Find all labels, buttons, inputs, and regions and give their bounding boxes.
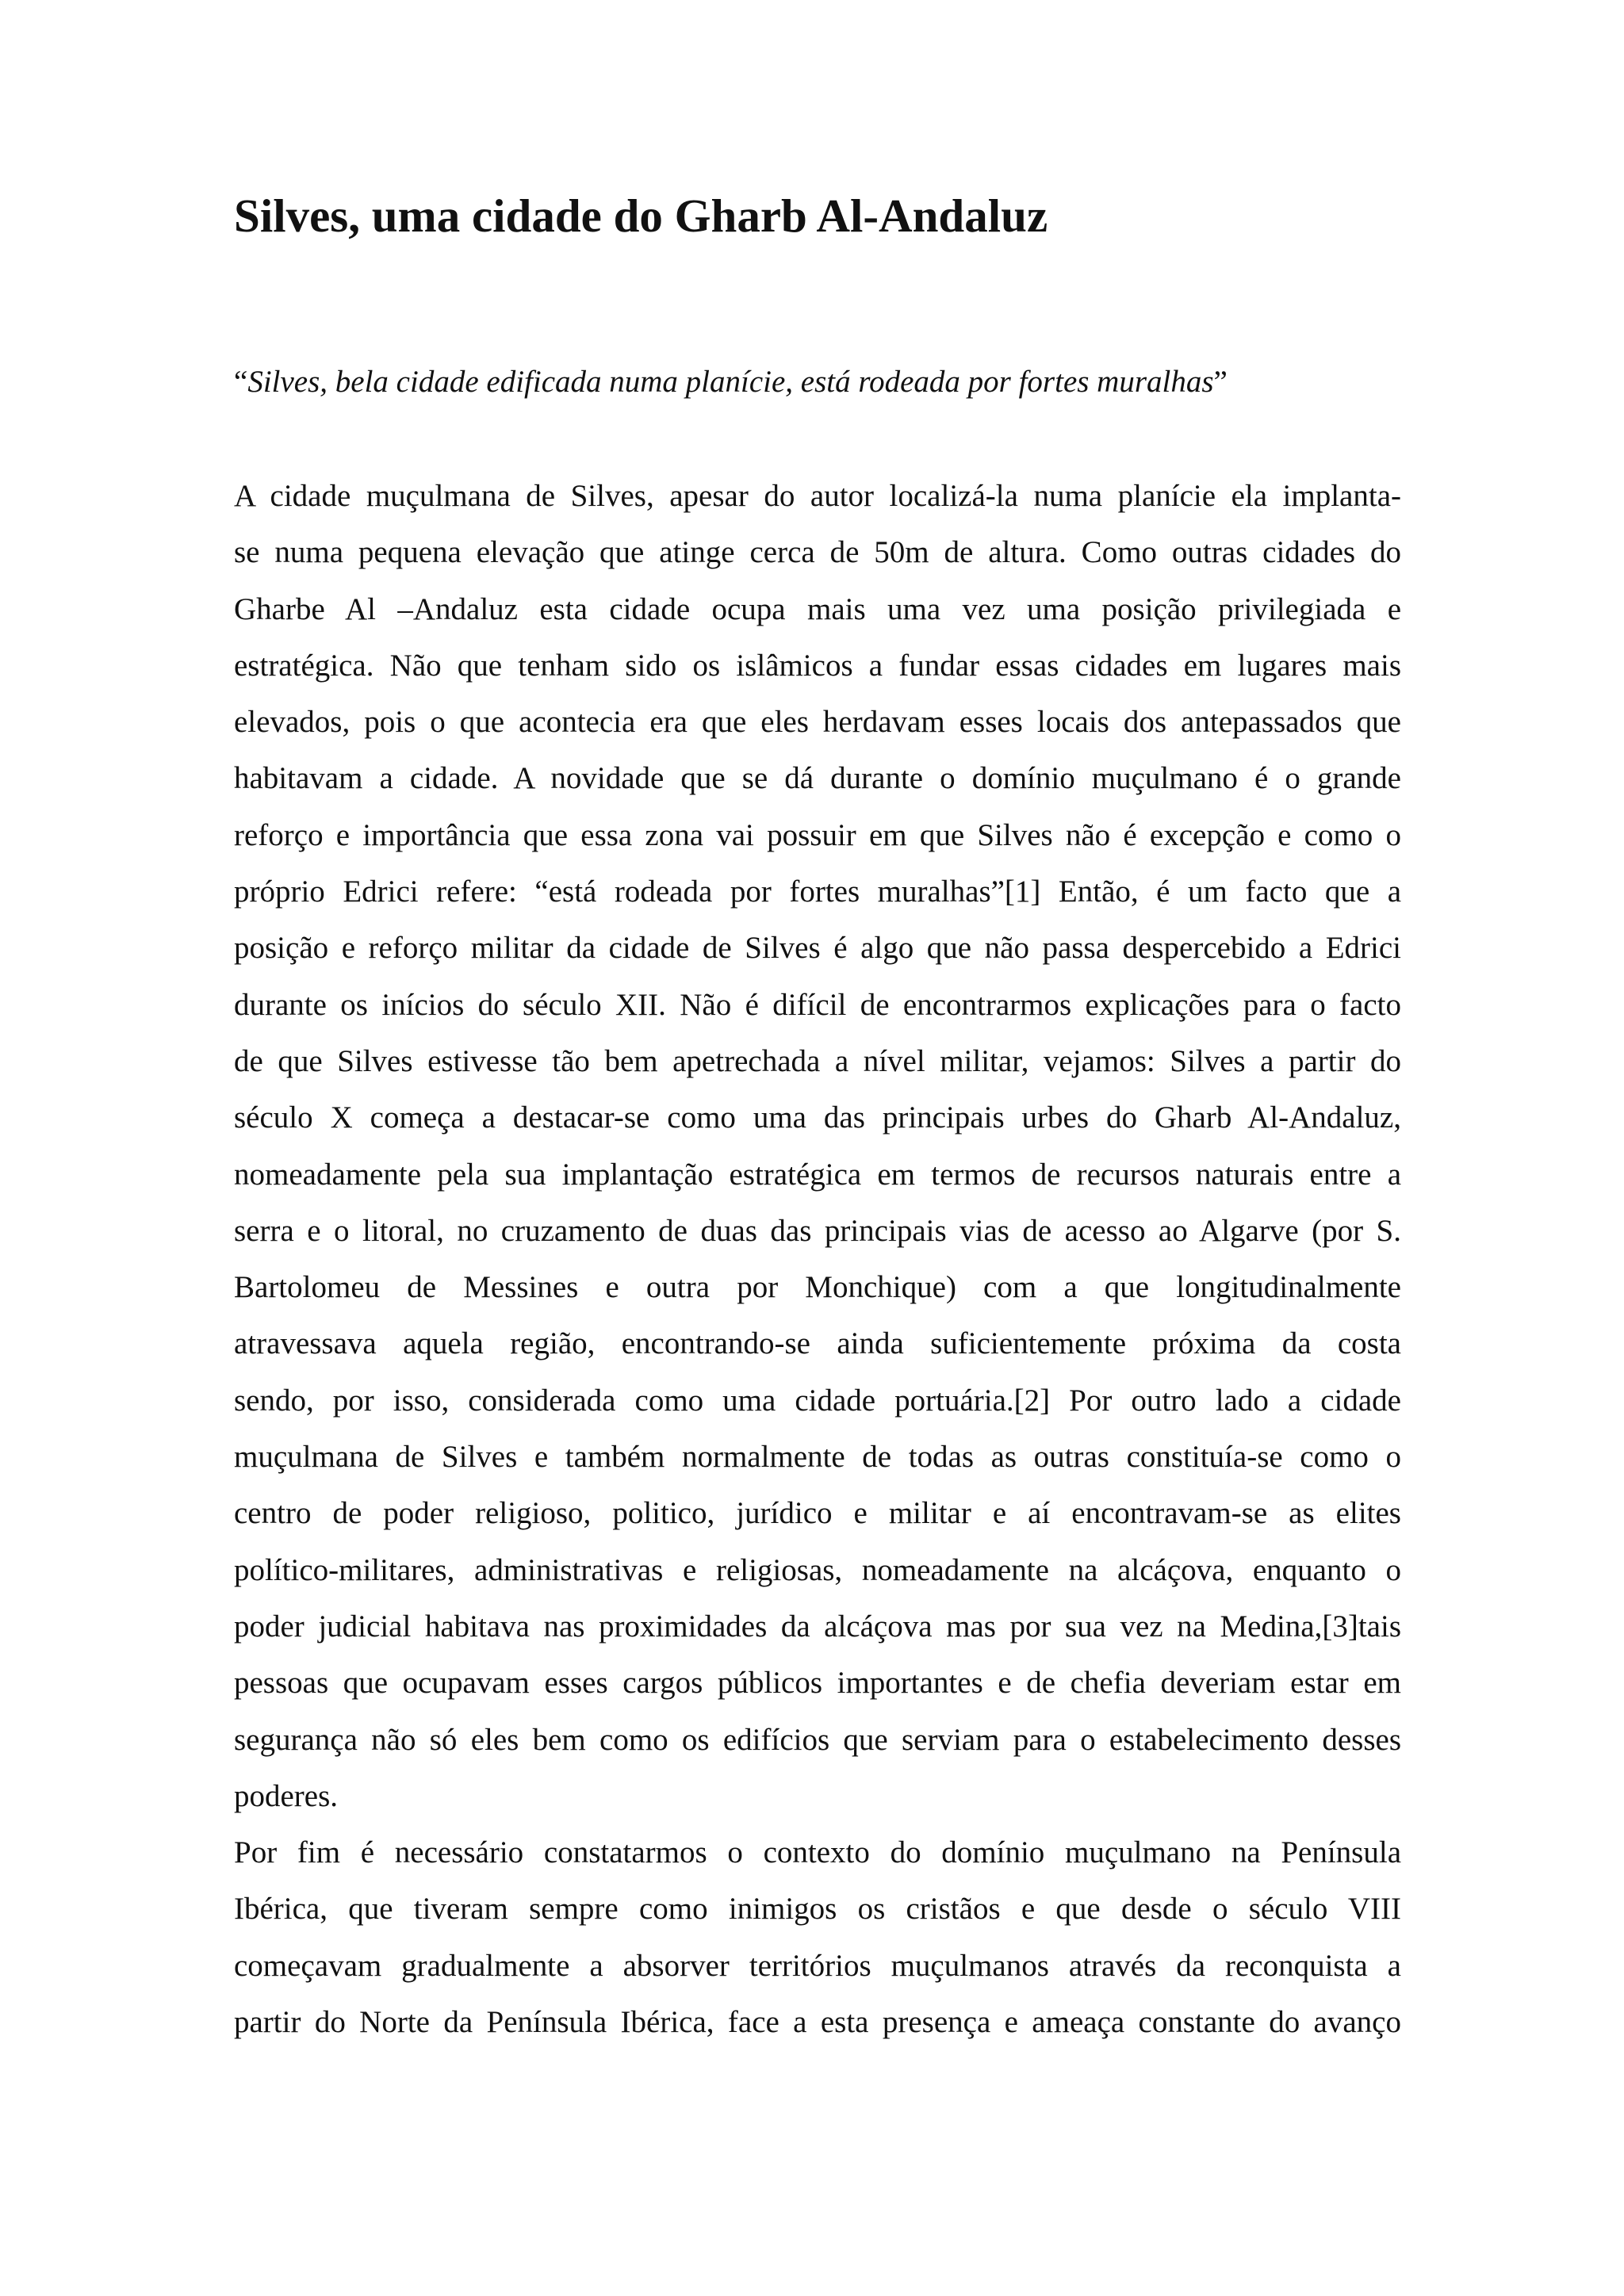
text-line: centro de poder religioso, politico, jurídico e militar e aí encontravam-se as elites: [234, 1496, 1401, 1531]
text-line: se numa pequena elevação que atinge cerca de 50m de altura. Como outras cidades do: [234, 535, 1401, 570]
text-line: Por fim é necessário constatarmos o contexto do domínio muçulmano na Península: [234, 1835, 1401, 1870]
text-line: atravessava aquela região, encontrando-se ainda suficientemente próxima da costa: [234, 1326, 1401, 1361]
text-line: Gharbe Al –Andaluz esta cidade ocupa mais uma vez uma posição privilegiada e: [234, 591, 1401, 626]
text-line: nomeadamente pela sua implantação estratégica em termos de recursos naturais entre a: [234, 1157, 1401, 1192]
text-line: reforço e importância que essa zona vai possuir em que Silves não é excepção e como o: [234, 817, 1401, 852]
text-line: partir do Norte da Península Ibérica, face a esta presença e ameaça constante do avanço: [234, 2005, 1401, 2040]
text-line: muçulmana de Silves e também normalmente de todas as outras constituía-se como o: [234, 1440, 1401, 1475]
body-text: [234, 468, 1401, 2050]
epigraph-quote: [234, 364, 1228, 401]
text-line: de que Silves estivesse tão bem apetrechada a nível militar, vejamos: Silves a partir do: [234, 1043, 1401, 1078]
text-line: século X começa a destacar-se como uma das principais urbes do Gharb Al-Andaluz,: [234, 1100, 1401, 1135]
epigraph-text: Silves, bela cidade edificada numa planície, está rodeada por fortes muralhas: [247, 365, 1214, 399]
text-line: A cidade muçulmana de Silves, apesar do autor localizá-la numa planície ela implanta-: [234, 479, 1401, 513]
text-line: político-militares, administrativas e religiosas, nomeadamente na alcáçova, enquanto o: [234, 1552, 1401, 1587]
text-line: poderes.: [234, 1778, 339, 1813]
text-line: segurança não só eles bem como os edifícios que serviam para o estabelecimento desses: [234, 1722, 1401, 1757]
text-line: elevados, pois o que acontecia era que eles herdavam esses locais dos antepassados que: [234, 705, 1401, 740]
text-line: estratégica. Não que tenham sido os islâmicos a fundar essas cidades em lugares mais: [234, 648, 1401, 683]
epigraph-close-quote: ”: [1213, 365, 1228, 399]
text-line: pessoas que ocupavam esses cargos públicos importantes e de chefia deveriam estar em: [234, 1666, 1401, 1701]
text-line: habitavam a cidade. A novidade que se dá durante o domínio muçulmano é o grande: [234, 761, 1401, 796]
epigraph-open-quote: “: [234, 365, 248, 399]
text-line: durante os inícios do século XII. Não é difícil de encontrarmos explicações para o facto: [234, 987, 1401, 1022]
text-line: posição e reforço militar da cidade de Silves é algo que não passa despercebido a Edrici: [234, 931, 1401, 966]
text-line: serra e o litoral, no cruzamento de duas das principais vias de acesso ao Algarve (por S.: [234, 1213, 1401, 1248]
document-title: Silves, uma cidade do Gharb Al-Andaluz: [234, 189, 1048, 242]
text-line: próprio Edrici refere: “está rodeada por fortes muralhas”[1] Então, é um facto que a: [234, 874, 1401, 909]
text-line: sendo, por isso, considerada como uma cidade portuária.[2] Por outro lado a cidade: [234, 1383, 1401, 1418]
text-line: Ibérica, que tiveram sempre como inimigos os cristãos e que desde o século VIII: [234, 1892, 1401, 1927]
text-line: poder judicial habitava nas proximidades da alcáçova mas por sua vez na Medina,[3]tais: [234, 1609, 1401, 1644]
text-line: começavam gradualmente a absorver territórios muçulmanos através da reconquista a: [234, 1948, 1401, 1983]
text-line: Bartolomeu de Messines e outra por Monchique) com a que longitudinalmente: [234, 1270, 1401, 1305]
